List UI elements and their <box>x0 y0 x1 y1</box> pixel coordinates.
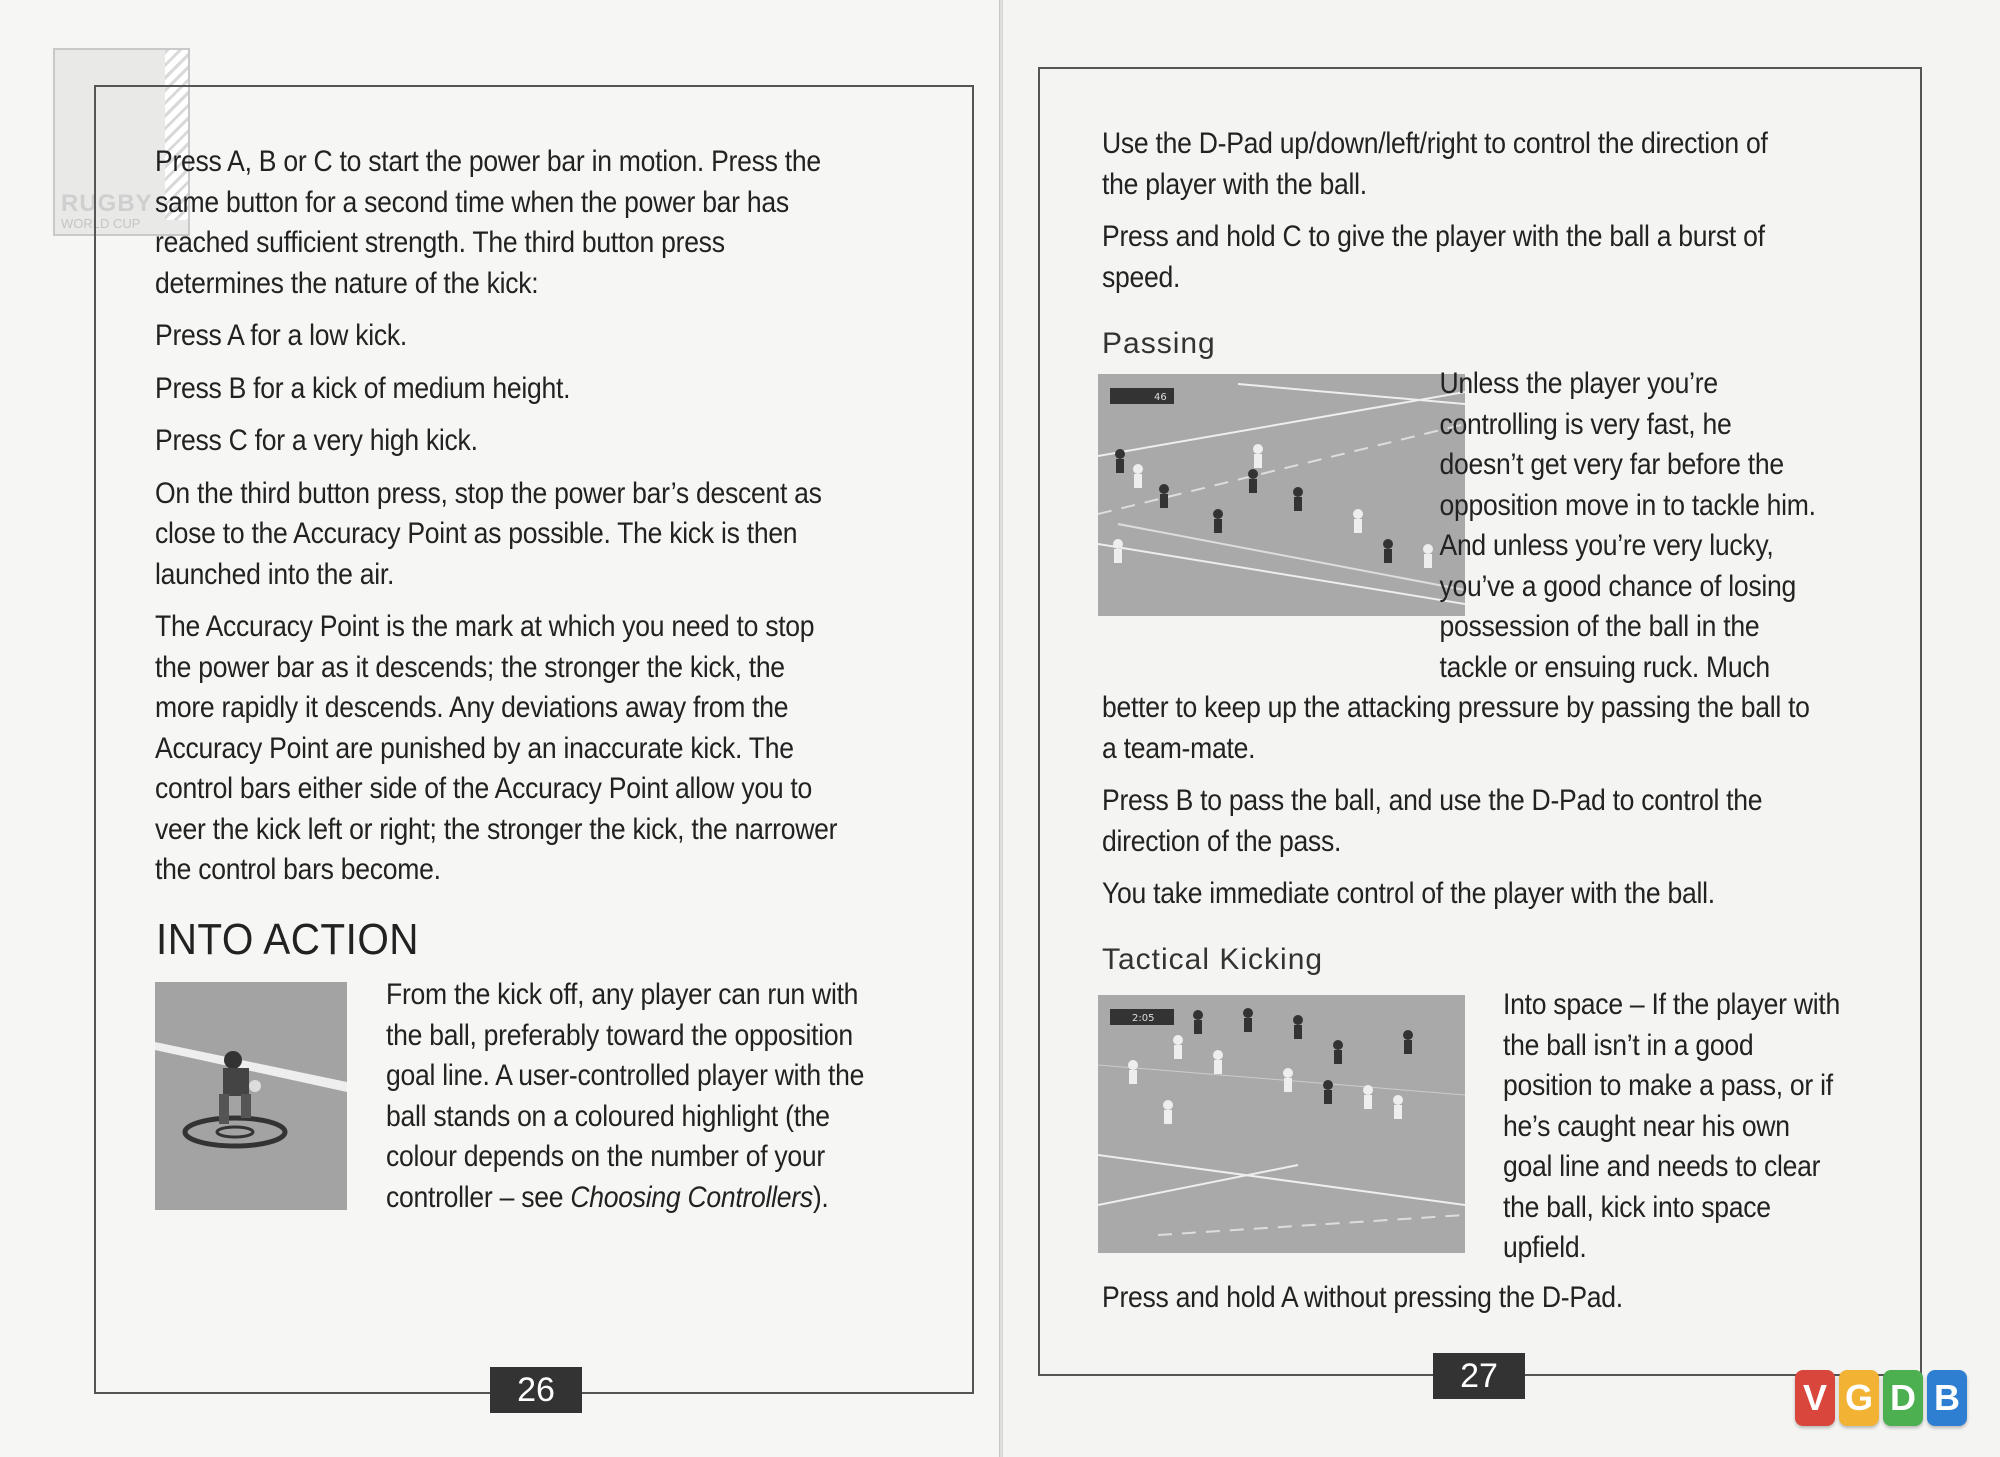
tactical-kicking-heading: Tactical Kicking <box>1102 943 1324 976</box>
kick-off-screenshot <box>155 982 347 1210</box>
page-number-26: 26 <box>490 1367 582 1413</box>
tactical-after-text <box>1102 1278 1786 1319</box>
passing-text <box>1102 364 1822 927</box>
logo-word: RUGBY <box>61 190 153 217</box>
tactical-body: Into space – If the player with the ball isn’t in a good position to make a pass, or if he’s caught near his own goal line and needs to clear the ball, kick into space upfield. <box>1503 988 1840 1264</box>
paragraph: You take immediate control of the player with the ball. <box>1102 877 1715 910</box>
paragraph: Press B to pass the ball, and use the D-Pad to control the direction of the pass. <box>1102 784 1763 858</box>
paragraph: The Accuracy Point is the mark at which you need to stop the power bar as it descends; the stronger the kick, the more rapidly it descends. Any deviations away from the Accuracy Point are punished by an inaccurate kick. The control bars either side of the Accuracy Point allow you to veer the kick left or right; the stronger the kick, the narrower the control bars become. <box>155 610 838 886</box>
paragraph: Press C for a very high kick. <box>155 424 478 457</box>
right-page <box>1003 0 2000 1457</box>
paragraph: Press and hold A without pressing the D-Pad. <box>1102 1281 1623 1314</box>
paragraph: On the third button press, stop the power bar’s descent as close to the Accuracy Point as possible. The kick is then launched into the air. <box>155 476 822 591</box>
vgdb-letter: D <box>1883 1370 1923 1426</box>
passing-body: Unless the player you’re controlling is very fast, he doesn’t get very far before the opposition move in to tackle him. And unless you’re very lucky, you’ve a good chance of losing possession of the ball in the tackle or ensuing ruck. Much better to keep up the attacking pressure by passing the ball to a team-mate. <box>1102 367 1816 765</box>
into-action-heading: INTO ACTION <box>156 915 419 964</box>
logo-subword: WORLD CUP <box>61 216 141 231</box>
tactical-timer: 2:05 <box>1132 1013 1155 1024</box>
dpad-instructions <box>1102 124 1786 310</box>
paragraph: Use the D-Pad up/down/left/right to control the direction of the player with the ball. <box>1102 127 1768 201</box>
vgdb-letter: G <box>1839 1370 1879 1426</box>
vgdb-letter: B <box>1927 1370 1967 1426</box>
passing-timer: 46 <box>1154 392 1167 403</box>
page-number-27: 27 <box>1433 1353 1525 1399</box>
into-action-body: From the kick off, any player can run with the ball, preferably toward the opposition goal line. A user-controlled player with the ball stands on a coloured highlight (the colour depends on the number of your controller – see <box>386 978 865 1214</box>
vgdb-letter: V <box>1795 1370 1835 1426</box>
tactical-text <box>1503 985 1845 1269</box>
paragraph: Press and hold C to give the player with the ball a burst of speed. <box>1102 220 1765 294</box>
choosing-controllers-reference: Choosing Controllers <box>570 1180 813 1214</box>
kick-instructions <box>155 142 839 903</box>
paragraph: Press B for a kick of medium height. <box>155 371 571 405</box>
into-action-text <box>386 975 890 1218</box>
tactical-kicking-screenshot <box>1098 995 1465 1253</box>
passing-heading: Passing <box>1102 327 1216 360</box>
into-action-end: ). <box>812 1180 829 1214</box>
paragraph: Press A for a low kick. <box>155 319 408 352</box>
paragraph: Press A, B or C to start the power bar in motion. Press the same button for a second time when the power bar has reached sufficient strength. The third button press determines the nature of the kick: <box>155 145 821 300</box>
vgdb-watermark <box>1795 1370 1967 1426</box>
